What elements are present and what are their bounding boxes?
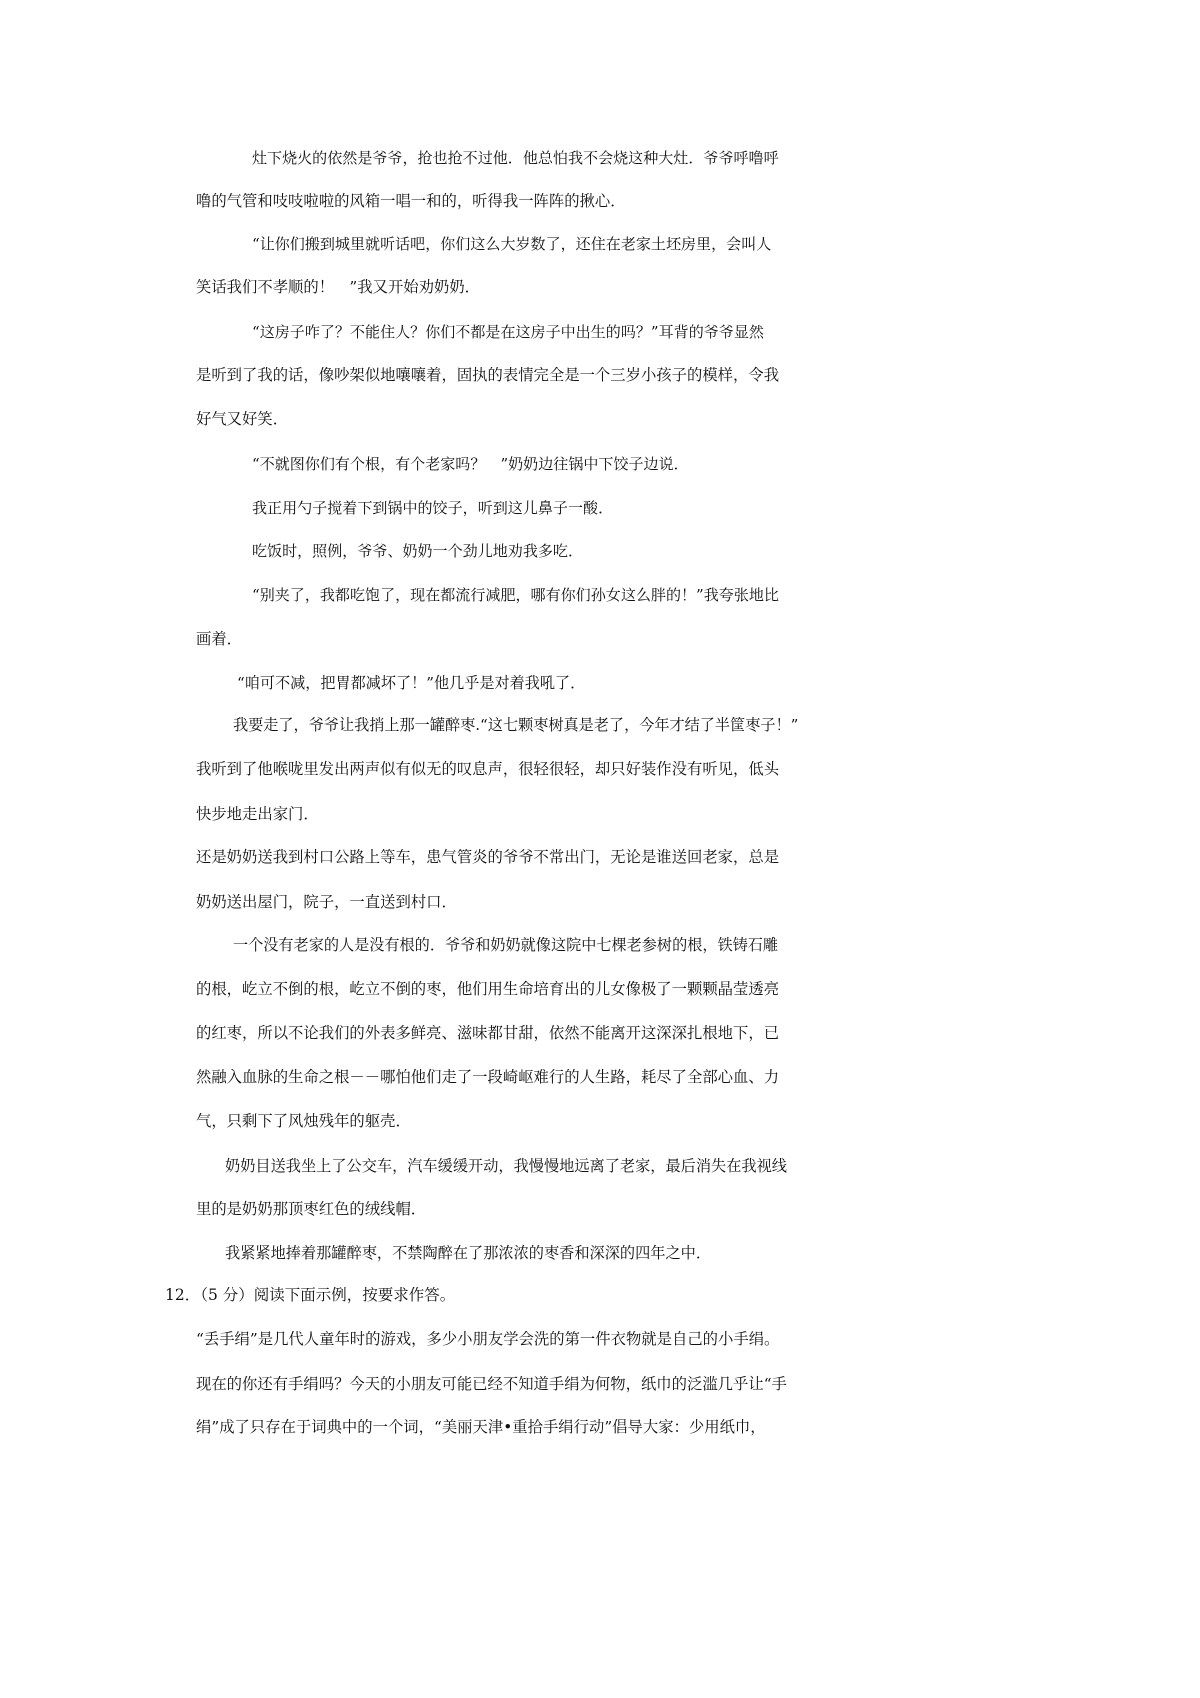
text-line: 我紧紧地捧着那罐醉枣，不禁陶醉在了那浓浓的枣香和深深的四年之中．	[225, 1244, 711, 1262]
text-line: 气，只剩下了风烛残年的躯壳．	[196, 1112, 411, 1130]
text-line: “让你们搬到城里就听话吧，你们这么大岁数了，还住在老家土坯房里，会叫人	[252, 235, 772, 253]
text-line: 一个没有老家的人是没有根的．爷爷和奶奶就像这院中七棵老参树的根，铁铸石雕	[233, 936, 779, 954]
text-line: 的红枣，所以不论我们的外表多鲜亮、滋味都甘甜，依然不能离开这深深扎根地下，已	[196, 1024, 780, 1042]
text-line: 奶奶送出屋门，院子，一直送到村口．	[196, 893, 457, 911]
text-line: “咱可不减，把胃都减坏了！”他几乎是对着我吼了．	[237, 674, 586, 692]
text-line: 我要走了，爷爷让我捎上那一罐醉枣.“这七颗枣树真是老了，今年才结了半筐枣子！”	[233, 716, 799, 734]
text-line: 我听到了他喉咙里发出两声似有似无的叹息声，很轻很轻，却只好装作没有听见，低头	[196, 760, 780, 778]
text-line: 里的是奶奶那顶枣红色的绒线帽．	[196, 1200, 427, 1218]
text-line: “不就图你们有个根，有个老家吗？ ”奶奶边往锅中下饺子边说．	[252, 455, 689, 473]
text-line: 吃饭时，照例，爷爷、奶奶一个劲儿地劝我多吃．	[252, 542, 584, 560]
text-line: “这房子咋了？不能住人？你们不都是在这房子中出生的吗？”耳背的爷爷显然	[252, 323, 764, 341]
text-line: 好气又好笑．	[196, 410, 289, 428]
text-line: “别夹了，我都吃饱了，现在都流行减肥，哪有你们孙女这么胖的！”我夸张地比	[252, 586, 779, 604]
text-line: 画着．	[196, 630, 243, 648]
text-line: 快步地走出家门．	[196, 805, 319, 823]
text-line: 是听到了我的话，像吵架似地嚷嚷着，固执的表情完全是一个三岁小孩子的模样，令我	[196, 366, 780, 384]
text-line: 的根，屹立不倒的根，屹立不倒的枣，他们用生命培育出的儿女像极了一颗颗晶莹透亮	[196, 980, 780, 998]
text-line: 灶下烧火的依然是爷爷，抢也抢不过他．他总怕我不会烧这种大灶．爷爷呼噜呼	[252, 149, 779, 167]
text-line: 然融入血脉的生命之根－－哪怕他们走了一段崎岖难行的人生路，耗尽了全部心血、力	[196, 1068, 780, 1086]
text-line: 噜的气管和吱吱啦啦的风箱一唱一和的，听得我一阵阵的揪心．	[196, 192, 626, 210]
text-line: 绢”成了只存在于词典中的一个词，“美丽天津•重拾手绢行动”倡导大家：少用纸巾，	[196, 1418, 766, 1436]
text-line: 笑话我们不孝顺的！ ”我又开始劝奶奶．	[196, 278, 481, 296]
text-line: 奶奶目送我坐上了公交车，汽车缓缓开动，我慢慢地远离了老家，最后消失在我视线	[225, 1157, 787, 1175]
text-line: 现在的你还有手绢吗？今天的小朋友可能已经不知道手绢为何物，纸巾的泛滥几乎让“手	[196, 1375, 787, 1393]
question-heading: 12．（5 分）阅读下面示例，按要求作答。	[165, 1286, 456, 1304]
text-line: “丢手绢”是几代人童年时的游戏，多少小朋友学会洗的第一件衣物就是自己的小手绢。	[196, 1330, 780, 1348]
text-line: 我正用勺子搅着下到锅中的饺子，听到这儿鼻子一酸．	[252, 499, 614, 517]
text-line: 还是奶奶送我到村口公路上等车，患气管炎的爷爷不常出门，无论是谁送回老家，总是	[196, 848, 780, 866]
